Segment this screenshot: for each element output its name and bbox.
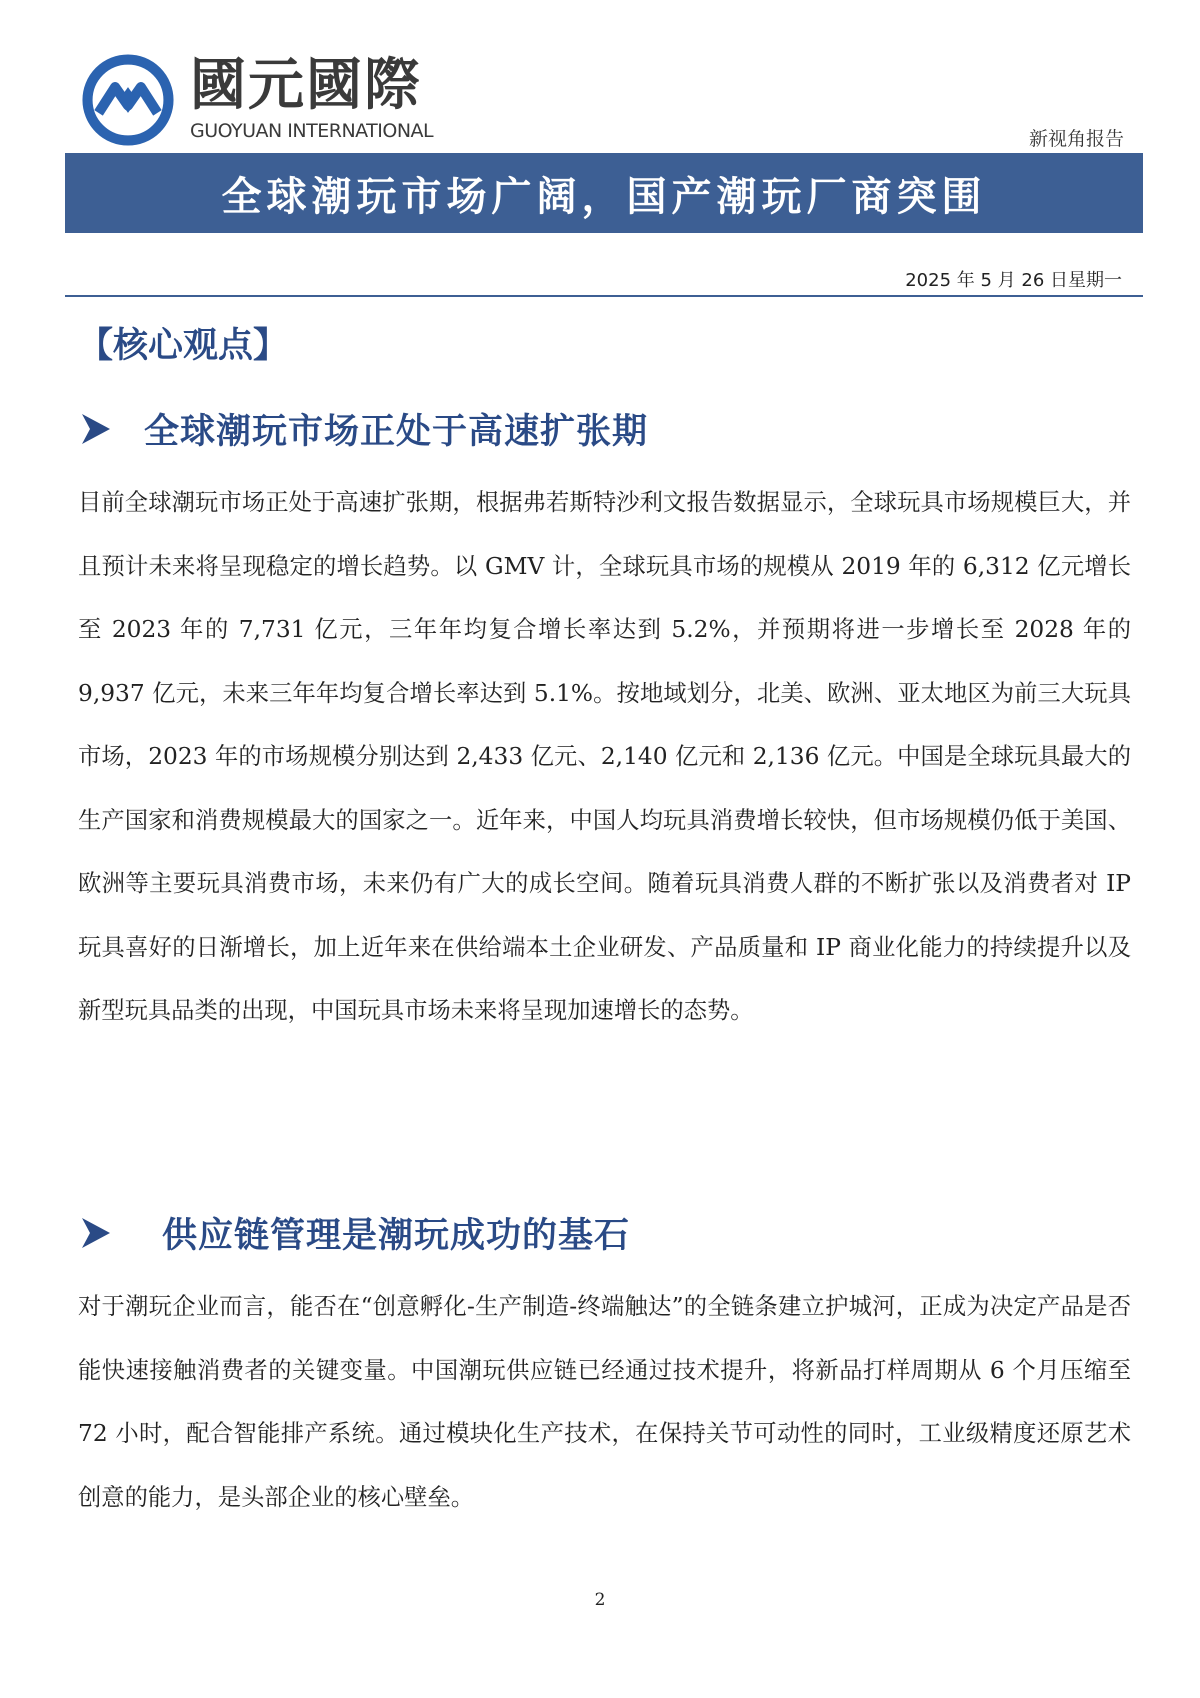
arrowhead-bullet-icon (78, 1215, 114, 1251)
section-paragraph: 目前全球潮玩市场正处于高速扩张期，根据弗若斯特沙利文报告数据显示，全球玩具市场规模巨大，并且预计未来将呈现稳定的增长趋势。以 GMV 计，全球玩具市场的规模从 2019 年的 6,312 亿元增长至 2023 年的 7,731 亿元，三年年均复合增长率达到 5.2%，并预期将进一步增长至 2028 年的 9,937 亿元，未来三年年均复合增长率达到 5.1%。按地域划分，北美、欧洲、亚太地区为前三大玩具市场，2023 年的市场规模分别达到 2,433 亿元、2,140 亿元和 2,136 亿元。中国是全球玩具最大的生产国家和消费规模最大的国家之一。近年来，中国人均玩具消费增长较快，但市场规模仍低于美国、欧洲等主要玩具消费市场，未来仍有广大的成长空间。随着玩具消费人群的不断扩张以及消费者对 IP 玩具喜好的日渐增长，加上近年来在供给端本土企业研发、产品质量和 IP 商业化能力的持续提升以及新型玩具品类的出现，中国玩具市场未来将呈现加速增长的态势。 (78, 489, 1131, 1024)
report-title: 全球潮玩市场广阔，国产潮玩厂商突围 (221, 172, 987, 220)
section-heading (78, 404, 648, 454)
arrowhead-bullet-icon (78, 411, 114, 447)
company-logo (82, 52, 434, 147)
logo-english-name: GUOYUAN INTERNATIONAL (190, 120, 434, 142)
section-paragraph: 对于潮玩企业而言，能否在“创意孵化-生产制造-终端触达”的全链条建立护城河，正成为决定产品是否能快速接触消费者的关键变量。中国潮玩供应链已经通过技术提升，将新品打样周期从 6 个月压缩至 72 小时，配合智能排产系统。通过模块化生产技术，在保持关节可动性的同时，工业级精度还原艺术创意的能力，是头部企业的核心壁垒。 (78, 1293, 1131, 1511)
logo-chinese-name: 國元國際 (190, 53, 422, 118)
section-heading (78, 1208, 630, 1258)
header-divider (65, 295, 1143, 297)
core-viewpoints-heading: 【核心观点】 (78, 325, 289, 366)
report-type-label: 新视角报告 (1028, 128, 1124, 150)
report-date: 2025 年 5 月 26 日星期一 (905, 270, 1122, 291)
page-number: 2 (594, 1590, 606, 1610)
title-banner (65, 153, 1143, 233)
guoyuan-logo-icon (82, 54, 174, 146)
section-heading-text: 全球潮玩市场正处于高速扩张期 (144, 411, 649, 452)
section-heading-text: 供应链管理是潮玩成功的基石 (162, 1215, 631, 1256)
